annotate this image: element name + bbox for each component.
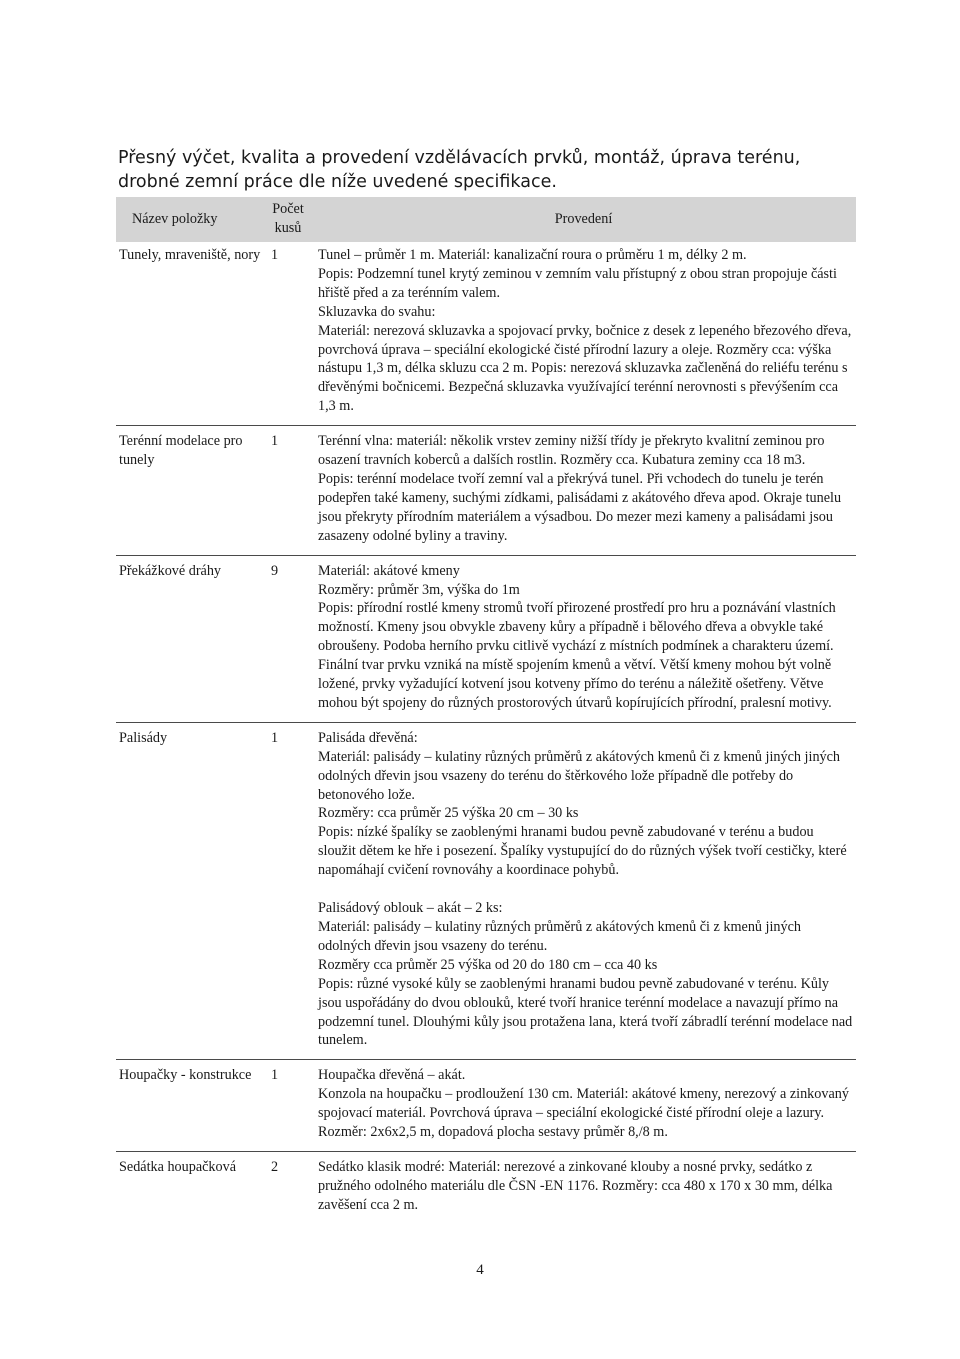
description-block <box>318 899 854 1050</box>
description-paragraph: Skluzavka do svahu: <box>318 303 436 320</box>
description-paragraph: Sedátko klasik modré: Materiál: nerezové a zinkované klouby a nosné prvky, sedátko z pružného odolného materiálu dle ČSN -EN 1176. Rozměry: cca 480 x 170 x 30 mm, délka zavěšení cca 2 m. <box>318 1158 833 1213</box>
description-block <box>318 246 854 416</box>
description-block <box>318 1066 854 1142</box>
item-description <box>311 242 856 426</box>
description-paragraph: Materiál: nerezová skluzavka a spojovací prvky, bočnice z desek z lepeného březového dřeva, povrchová úprava – speciální ekologické čisté přírodní lazury a oleje. Rozměry cca: výška nástupu 1,3 m, délka skluzu cca 2 m. Popis: nerezová skluzavka začleněná do reliéfu terénu s dřevěnými bočnicemi. Bezpečná skluzavka využívající terénní nerovnosti s převýšením cca 1,3 m. <box>318 322 852 415</box>
description-paragraph: Rozměry: průměr 3m, výška do 1m <box>318 581 520 598</box>
description-paragraph: Materiál: palisády – kulatiny různých průměrů z akátových kmenů či z kmenů jiných odolných dřevin jsou vsazeny do terénu. <box>318 919 802 954</box>
description-block <box>318 562 854 713</box>
description-paragraph: Palisádový oblouk – akát – 2 ks: <box>318 900 503 917</box>
description-paragraph: Materiál: palisády – kulatiny různých průměrů z akátových kmenů či z kmenů jiných jiných odolných dřevin jsou vsazeny do terénu do štěrkového lože případně dle potřeby do betonového lože. <box>318 748 841 803</box>
column-header-name: Název položky <box>116 197 265 242</box>
item-count: 1 <box>265 426 311 555</box>
table-row <box>116 426 856 555</box>
item-name: Tunely, mraveniště, nory <box>116 242 265 426</box>
description-block <box>318 432 854 545</box>
page-heading: Přesný výčet, kvalita a provedení vzdělávacích prvků, montáž, úprava terénu, drobné zemní práce dle níže uvedené specifikace. <box>118 148 801 192</box>
page-number: 4 <box>476 1262 484 1278</box>
description-paragraph: Popis: terénní modelace tvoří zemní val a překrývá tunel. Při vchodech do tunelu je terén podepřen také kameny, suchými zídkami, palisádami z akátového dřeva apod. Okraje tunelu jsou překryty přírodním materiálem a výsadbou. Do mezer mezi kameny a palisádami jsou zasazeny odolné byliny a traviny. <box>318 470 842 544</box>
description-paragraph: Houpačka dřevěná – akát. <box>318 1067 466 1084</box>
table-row <box>116 1060 856 1152</box>
column-header-count: Počet kusů <box>265 197 311 242</box>
description-paragraph: Popis: nízké špalíky se zaoblenými hranami budou pevně zabudované v terénu a budou sloužit dětem ke hře i posezení. Špalíky vystupující do do různých výšek tvoří cestičky, které napomáhají cvičení rovnováhy a koordinace pohybů. <box>318 824 847 879</box>
description-paragraph: Materiál: akátové kmeny <box>318 562 460 579</box>
description-paragraph: Palisáda dřevěná: <box>318 729 418 746</box>
item-name: Palisády <box>116 722 265 1060</box>
item-count: 2 <box>271 1158 279 1175</box>
item-description <box>311 1151 856 1223</box>
description-paragraph: Popis: Podzemní tunel krytý zeminou v zemním valu přístupný z obou stran propojuje části hřiště před a za terénním valem. <box>318 265 837 301</box>
description-block <box>318 729 854 880</box>
item-count: 1 <box>265 1060 311 1152</box>
item-count: 1 <box>265 242 311 426</box>
description-paragraph: Terénní vlna: materiál: několik vrstev zeminy nižší třídy je překryto kvalitní zeminou pro osazení travních koberců a dalších rostlin. Rozměry cca. Kubatura zeminy cca 18 m3. <box>318 433 825 469</box>
item-name: Sedátka houpačková <box>119 1158 237 1175</box>
description-paragraph: Rozměry: cca průměr 25 výška 20 cm – 30 ks <box>318 805 579 822</box>
description-paragraph: Konzola na houpačku – prodloužení 130 cm. Materiál: akátové kmeny, nerezový a zinkovaný spojovací materiál. Povrchová úprava – speciální ekologické čisté přírodní oleje a lazury. Rozměr: 2x6x2,5 m, dopadová plocha sestavy průměr 8,/8 m. <box>318 1086 849 1141</box>
item-description <box>311 722 856 1060</box>
column-header-description: Provedení <box>311 197 856 242</box>
table-row <box>116 1151 856 1223</box>
item-count: 1 <box>265 722 311 1060</box>
item-name: Houpačky - konstrukce <box>116 1060 265 1152</box>
item-description <box>311 426 856 555</box>
description-block <box>318 1158 854 1215</box>
item-name: Terénní modelace pro tunely <box>116 426 265 555</box>
item-description <box>311 1060 856 1152</box>
specification-table <box>116 197 856 1224</box>
item-count: 9 <box>265 555 311 722</box>
item-name: Překážkové dráhy <box>116 555 265 722</box>
item-description <box>311 555 856 722</box>
table-header-row <box>116 197 856 242</box>
description-paragraph: Popis: přírodní rostlé kmeny stromů tvoří přirozené prostředí pro hru a poznávání vlastních možností. Kmeny jsou obvykle zbaveny kůry a případně i bělového dřeva a obvykle také obroušeny. Podoba herního prvku citlivě vychází z místních podmínek a charakteru území. Finální tvar prvku vzniká na místě spojením kmenů a větví. Větší kmeny mohou být volně ložené, prvky vyžadující kotvení jsou kotveny přímo do terénu a náležitě ošetřeny. Větve mohou být spojeny do různých prostorových útvarů kopírujících přírodní, pralesní motivy. <box>318 600 836 711</box>
description-paragraph: Rozměry cca průměr 25 výška od 20 do 180 cm – cca 40 ks <box>318 956 658 973</box>
table-row <box>116 722 856 1060</box>
description-paragraph: Popis: různé vysoké kůly se zaoblenými hranami budou pevně zabudované v terénu. Kůly jsou uspořádány do dvou oblouků, které tvoří hranice terénní modelace a navazují přímo na podzemní tunel. Dlouhými kůly jsou protažena lana, která tvoří zábradlí terénní modelace nad tunelem. <box>318 975 853 1049</box>
table-row <box>116 555 856 722</box>
description-paragraph: Tunel – průměr 1 m. Materiál: kanalizační roura o průměru 1 m, délky 2 m. <box>318 247 747 263</box>
table-row <box>116 242 856 426</box>
